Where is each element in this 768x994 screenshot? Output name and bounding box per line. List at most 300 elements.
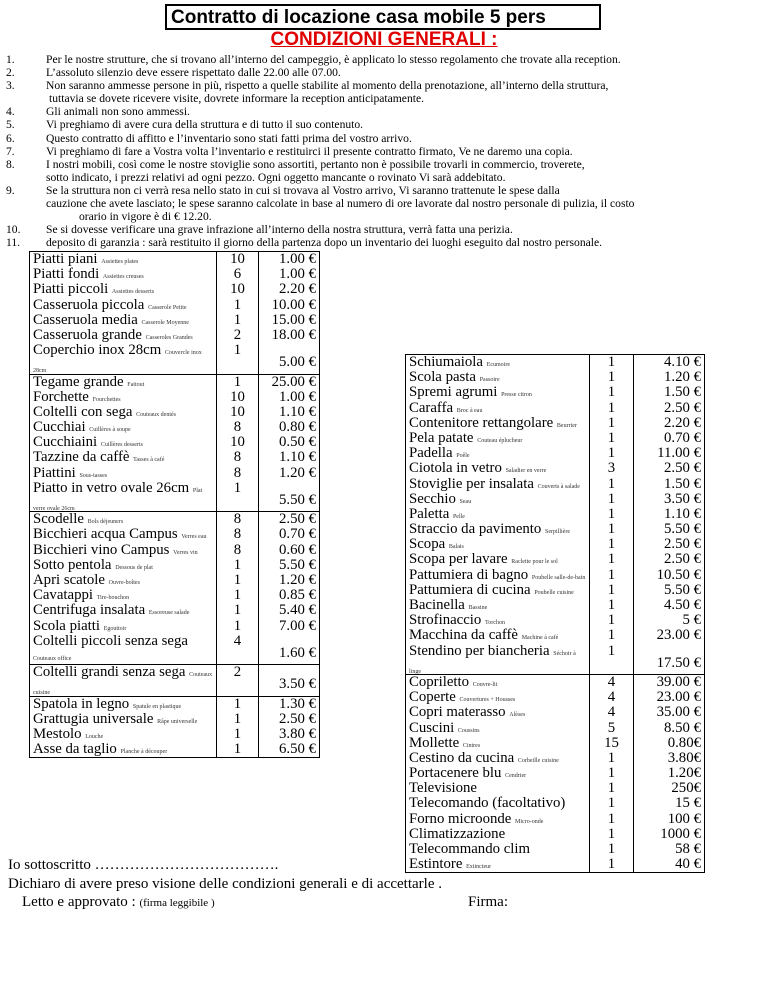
item-price-cell <box>259 512 320 665</box>
item-price: 5.00 € <box>279 354 316 371</box>
item-french-label: Ecumoire <box>486 362 511 368</box>
item-label: Coperchio inox 28cm <box>33 343 162 359</box>
item-french-label: Ouvre-boîtes <box>108 579 140 586</box>
item-name <box>409 568 586 583</box>
item-name-cell <box>406 355 590 675</box>
item-french-label: Assiettes desserts <box>111 289 155 296</box>
condition-text: Se la struttura non ci verrà resa nello stato in cui si trovava al Vostro arrivo, Vi saranno trattenute le spese dalla <box>46 183 560 197</box>
item-quantity: 1 <box>607 506 616 522</box>
item-french-label: Pelle <box>452 513 465 520</box>
item-name <box>409 812 586 827</box>
item-quantity: 1 <box>233 742 242 758</box>
item-label: Straccio da pavimento <box>409 522 542 538</box>
item-quantity: 5 <box>607 720 616 736</box>
item-french-label: Serpillière <box>545 529 571 536</box>
approval-label: Letto e approvato : <box>22 894 136 910</box>
item-label: Sotto pentola <box>33 557 112 573</box>
item-price: 1.00 € <box>279 252 316 267</box>
item-french-label: Casseroles Grandes <box>145 334 193 341</box>
conditions-list <box>6 53 756 249</box>
item-french-label: Verres vin <box>173 549 198 556</box>
item-label: Mestolo <box>33 726 82 742</box>
item-label: Macchina da caffè <box>409 628 518 644</box>
item-french-label: Cendrier <box>505 773 527 780</box>
item-label: Pattumiera di cucina <box>409 582 531 598</box>
item-price: 0.60 € <box>279 542 316 558</box>
item-price: 1000 € <box>660 826 701 842</box>
item-quantity: 1 <box>233 343 242 359</box>
condition-number: 9. <box>6 183 15 197</box>
item-quantity: 1 <box>607 567 616 583</box>
item-price: 5.40 € <box>279 603 316 619</box>
condition-text: Vi preghiamo di fare a Vostra volta l’inventario e restituirci il presente contratto firmato, Ve ne daremo una copia. <box>46 144 573 158</box>
item-price: 23.00 € <box>656 690 701 706</box>
item-price: 2.50 € <box>664 552 701 568</box>
condition-text: tuttavia se dovete ricevere visite, dovrete informare la reception anticipatamente. <box>49 92 425 106</box>
item-french-label: Couteaux office <box>33 655 72 662</box>
item-label: Telecommando clim <box>409 842 530 858</box>
item-french-label: Cintres <box>462 742 481 749</box>
item-quantity: 6 <box>233 267 242 283</box>
item-french-label: Seau <box>459 498 472 505</box>
condition-number: 6. <box>6 131 15 145</box>
item-quantity: 1 <box>607 811 616 827</box>
item-name <box>409 446 586 461</box>
item-french-label: Assiettes creuses <box>102 274 144 281</box>
item-name <box>409 492 586 507</box>
item-quantity: 1 <box>233 374 242 390</box>
item-french-label: Balais <box>448 544 464 551</box>
item-label: Televisione <box>409 781 477 797</box>
item-price: 5.50 € <box>279 491 316 508</box>
item-name <box>33 375 213 390</box>
condition-line <box>6 79 756 92</box>
item-label: Casseruola grande <box>33 327 142 343</box>
item-price: 6.50 € <box>279 742 316 758</box>
item-label: Asse da taglio <box>33 742 117 758</box>
item-price: 10.50 € <box>656 567 701 583</box>
item-label: Contenitore rettangolare <box>409 415 554 431</box>
item-label: Bicchieri vino Campus <box>33 542 170 558</box>
item-quantity: 4 <box>607 705 616 721</box>
condition-text: Questo contratto di affitto e l’inventario sono stati fatti prima del vostro arrivo. <box>46 131 412 145</box>
item-quantity: 1 <box>607 857 616 873</box>
item-french-label: Egouttoir <box>103 625 127 632</box>
item-french-label: Machine à café <box>521 635 559 642</box>
item-name <box>33 573 213 588</box>
condition-text: Gli animali non sono ammessi. <box>46 105 190 119</box>
item-name <box>33 298 213 313</box>
item-quantity: 8 <box>233 527 242 543</box>
item-label: Piatti piccoli <box>33 282 109 298</box>
item-label: Piatti fondi <box>33 267 100 283</box>
item-name <box>409 461 586 476</box>
item-french-label: Dessous de plat <box>115 564 153 571</box>
item-french-label: Sous-tasses <box>79 472 108 479</box>
item-quantity: 1 <box>607 415 616 431</box>
item-name <box>33 481 213 511</box>
condition-text: orario in vigore è di € 12.20. <box>79 210 212 224</box>
item-label: Casseruola media <box>33 312 138 328</box>
item-quantity: 10 <box>230 404 245 420</box>
item-qty-cell <box>217 252 259 375</box>
item-quantity: 8 <box>233 420 242 436</box>
condition-text: Non saranno ammesse persone in più, rispetto a quelle stabilite al momento della prenotazione, all’interno della struttura, <box>46 79 609 93</box>
item-price: 2.50 € <box>664 400 701 416</box>
item-name <box>409 796 586 811</box>
item-price: 17.50 € <box>656 654 701 671</box>
item-name <box>409 370 586 385</box>
item-price-cell <box>259 252 320 375</box>
item-price: 1.20 € <box>664 370 701 386</box>
item-quantity: 1 <box>607 537 616 553</box>
condition-line <box>6 197 756 210</box>
item-quantity: 1 <box>607 400 616 416</box>
item-quantity: 15 <box>604 735 619 751</box>
item-quantity: 1 <box>233 588 242 604</box>
item-qty-cell <box>590 355 634 675</box>
item-french-label: Essoreuse salade <box>148 610 190 617</box>
condition-line <box>6 53 756 66</box>
item-qty-cell <box>217 374 259 512</box>
item-french-label: Alèses <box>509 712 526 719</box>
inventory-table-left <box>29 251 320 758</box>
item-price: 2.50 € <box>664 537 701 553</box>
item-price-cell <box>634 674 705 872</box>
item-price: 2.50 € <box>279 512 316 528</box>
item-price: 2.50 € <box>279 711 316 727</box>
item-french-label: Bols déjeuners <box>87 519 124 526</box>
item-label: Scopa per lavare <box>409 552 508 568</box>
item-label: Spremi agrumi <box>409 385 498 401</box>
item-quantity: 1 <box>607 522 616 538</box>
item-price: 1.10 € <box>279 450 316 466</box>
item-price: 40 € <box>675 857 701 873</box>
item-price: 2.20 € <box>664 415 701 431</box>
item-name <box>33 343 213 373</box>
item-name <box>33 712 213 727</box>
item-label: Forno microonde <box>409 811 512 827</box>
item-label: Copriletto <box>409 674 470 690</box>
item-french-label: Fourchettes <box>92 396 121 403</box>
condition-number: 7. <box>6 144 15 158</box>
item-quantity: 10 <box>230 389 245 405</box>
item-quantity: 1 <box>607 385 616 401</box>
item-french-label: Couverts à salade <box>537 483 580 490</box>
condition-number <box>6 92 46 105</box>
item-french-label: Couvre-lit <box>472 681 498 688</box>
item-price: 58 € <box>675 842 701 858</box>
item-price: 3.50 € <box>279 676 316 693</box>
item-quantity: 1 <box>233 557 242 573</box>
item-price: 5 € <box>682 613 701 629</box>
item-french-label: Presse citron <box>501 392 532 399</box>
item-french-label: Tire-bouchon <box>96 595 130 602</box>
item-price: 11.00 € <box>657 446 701 462</box>
item-french-label: Saladier en verre <box>505 468 547 475</box>
item-label: Coltelli piccoli senza sega <box>33 633 188 649</box>
item-quantity: 4 <box>607 690 616 706</box>
item-french-label: Cuillères à soupe <box>89 427 131 434</box>
condition-line <box>6 223 756 236</box>
item-label: Grattugia universale <box>33 711 154 727</box>
item-name <box>33 282 213 297</box>
inventory-table-right <box>405 354 705 873</box>
item-price: 2.50 € <box>664 461 701 477</box>
condition-number: 1. <box>6 53 15 66</box>
item-name <box>33 512 213 527</box>
item-label: Coperte <box>409 690 456 706</box>
item-name <box>409 842 586 857</box>
condition-line <box>6 145 756 158</box>
item-name <box>33 527 213 542</box>
item-price-cell <box>259 374 320 512</box>
item-quantity: 8 <box>233 542 242 558</box>
item-french-label: Corbeille cuisine <box>517 757 559 764</box>
item-name <box>409 552 586 567</box>
item-price: 100 € <box>667 811 701 827</box>
condition-number <box>6 197 46 210</box>
item-name <box>33 697 213 712</box>
item-name <box>33 742 213 757</box>
item-name <box>33 435 213 450</box>
item-name <box>409 355 586 370</box>
item-label: Piatto in vetro ovale 26cm <box>33 480 190 496</box>
item-name <box>409 690 586 705</box>
item-french-label: Tasses à café <box>133 457 165 464</box>
item-french-label: Couteau éplucheur <box>477 437 523 444</box>
item-french-label: Couvercle inox 28cm <box>33 350 202 374</box>
item-price: 1.20 € <box>279 465 316 481</box>
item-quantity: 10 <box>230 282 245 298</box>
condition-line <box>6 158 756 171</box>
item-price: 1.30 € <box>279 696 316 712</box>
item-french-label: Extincteur <box>466 864 492 871</box>
item-label: Schiumaiola <box>409 355 483 370</box>
item-quantity: 1 <box>607 826 616 842</box>
condition-line <box>6 236 756 249</box>
item-french-label: Louche <box>85 733 104 740</box>
item-name <box>409 827 586 842</box>
item-quantity: 1 <box>233 711 242 727</box>
item-french-label: Beurrier <box>556 422 577 429</box>
item-price: 0.70 € <box>664 430 701 446</box>
item-quantity: 1 <box>233 618 242 634</box>
item-label: Piatti piani <box>33 252 98 267</box>
item-price-cell <box>259 696 320 758</box>
inventory-group <box>30 512 320 665</box>
item-french-label: Planche à découper <box>120 749 168 756</box>
item-name <box>33 603 213 618</box>
item-price: 1.60 € <box>279 644 316 661</box>
item-name <box>409 781 586 796</box>
item-price: 10.00 € <box>271 297 316 313</box>
item-french-label: Broc à eau <box>456 407 483 414</box>
item-french-label: Casserole Petite <box>148 304 187 311</box>
item-label: Paletta <box>409 506 450 522</box>
item-price: 3.50 € <box>664 491 701 507</box>
inventory-group <box>30 252 320 375</box>
condition-number: 4. <box>6 105 15 119</box>
condition-text: Se si dovesse verificare una grave infrazione all’interno della nostra struttura, verrà fatta una perizia. <box>46 223 513 237</box>
item-name <box>409 431 586 446</box>
item-quantity: 8 <box>233 465 242 481</box>
item-quantity: 1 <box>233 297 242 313</box>
condition-line <box>6 66 756 79</box>
item-price: 15 € <box>675 796 701 812</box>
item-label: Scodelle <box>33 512 84 528</box>
item-label: Climatizzazione <box>409 826 506 842</box>
item-price: 4.10 € <box>664 355 701 370</box>
item-label: Forchette <box>33 389 89 405</box>
item-price: 7.00 € <box>279 618 316 634</box>
item-label: Secchio <box>409 491 456 507</box>
item-name <box>409 416 586 431</box>
item-label: Bacinella <box>409 598 465 613</box>
item-quantity: 10 <box>230 252 245 267</box>
item-label: Stoviglie per insalata <box>409 476 534 492</box>
inventory-group <box>30 374 320 512</box>
condition-number <box>6 171 46 184</box>
item-french-label: Couteaux dentés <box>136 411 176 418</box>
item-quantity: 1 <box>607 750 616 766</box>
item-name <box>33 252 213 267</box>
item-price: 1.20€ <box>667 766 701 782</box>
item-name <box>409 628 586 643</box>
item-quantity: 3 <box>607 461 616 477</box>
item-name-cell <box>30 696 217 758</box>
item-label: Tegame grande <box>33 374 124 390</box>
item-price: 3.80 € <box>279 726 316 742</box>
condition-text: deposito di garanzia : sarà restituito il giorno della partenza dopo un inventario dei luoghi eseguito dal nostro personale. <box>46 236 603 250</box>
item-name <box>409 705 586 720</box>
item-name <box>33 634 213 664</box>
item-quantity: 1 <box>607 552 616 568</box>
condition-number: 11. <box>6 236 21 250</box>
item-price: 35.00 € <box>656 705 701 721</box>
item-name <box>409 598 586 613</box>
item-quantity: 2 <box>233 327 242 343</box>
item-french-label: Casserole Moyenne <box>141 319 189 326</box>
item-quantity: 1 <box>607 370 616 386</box>
item-french-label: Poêle <box>456 453 470 460</box>
item-french-label: Séchoir à linge <box>409 650 576 674</box>
item-qty-cell <box>590 674 634 872</box>
item-label: Telecomando (facoltativo) <box>409 796 566 812</box>
item-name <box>409 385 586 400</box>
condition-line <box>6 105 756 118</box>
condition-line <box>6 171 756 184</box>
item-name-cell <box>30 374 217 512</box>
item-price: 23.00 € <box>656 628 701 644</box>
item-name <box>409 522 586 537</box>
item-price: 0.70 € <box>279 527 316 543</box>
item-price: 5.50 € <box>664 522 701 538</box>
item-french-label: Poubelle salle-de-bain <box>531 574 586 581</box>
item-name <box>33 420 213 435</box>
condition-line <box>6 184 756 197</box>
item-label: Cuscini <box>409 720 455 736</box>
item-quantity: 2 <box>233 665 242 681</box>
item-french-label: Verres eau <box>181 534 207 541</box>
item-quantity: 1 <box>607 628 616 644</box>
item-name <box>409 537 586 552</box>
item-price: 39.00 € <box>656 674 701 690</box>
inventory-group <box>30 665 320 696</box>
item-label: Pela patate <box>409 430 474 446</box>
item-quantity: 1 <box>607 598 616 613</box>
condition-number: 8. <box>6 157 15 171</box>
condition-line <box>6 92 756 105</box>
condition-text: I nostri mobili, così come le nostre stoviglie sono assortiti, pertanto non è possibile trovarli in commercio, troverete, <box>46 157 585 171</box>
declaration-text: Dichiaro di avere preso visione delle condizioni generali e di accettarle . <box>8 876 442 892</box>
condition-number <box>6 210 46 223</box>
item-french-label: Micro-onde <box>515 818 544 825</box>
item-name <box>409 751 586 766</box>
condition-text: sotto indicato, i prezzi relativi ad ogni pezzo. Ogni oggetto mancante o rovinato Vi sarà addebitato. <box>46 170 506 184</box>
conditions-heading: CONDIZIONI GENERALI : <box>270 29 498 50</box>
item-quantity: 8 <box>233 450 242 466</box>
document-title: Contratto di locazione casa mobile 5 pers <box>165 4 601 30</box>
item-french-label: Raclette pour le sol <box>511 559 558 566</box>
item-name <box>33 466 213 481</box>
item-label: Tazzine da caffè <box>33 450 130 466</box>
item-label: Scopa <box>409 537 446 553</box>
item-label: Cavatappi <box>33 588 93 604</box>
item-price: 15.00 € <box>271 312 316 328</box>
item-label: Coltelli con sega <box>33 404 133 420</box>
condition-text: Per le nostre strutture, che si trovano all’interno del campeggio, è applicato lo stesso regolamento che trovate alla reception. <box>46 53 621 66</box>
item-price: 1.00 € <box>279 389 316 405</box>
item-price: 18.00 € <box>271 327 316 343</box>
item-label: Mollette <box>409 735 460 751</box>
item-quantity: 1 <box>607 446 616 462</box>
item-french-label: Coussins <box>457 727 480 734</box>
item-label: Spatola in legno <box>33 696 130 712</box>
item-name <box>33 450 213 465</box>
condition-text: cauzione che avete lasciato; le spese saranno calcolate in base al numero di ore lavorate dal nostro personale di pulizia, il costo <box>46 197 635 211</box>
legible-signature-note: (firma leggibile ) <box>139 897 215 909</box>
item-price: 1.10 € <box>279 404 316 420</box>
item-name <box>33 267 213 282</box>
item-french-label: Passoire <box>479 377 500 384</box>
item-french-label: Spatule en plastique <box>132 703 182 710</box>
item-french-label: Faitout <box>127 381 145 388</box>
item-qty-cell <box>217 696 259 758</box>
item-label: Apri scatole <box>33 572 105 588</box>
item-french-label: Torchon <box>485 620 505 627</box>
item-quantity: 4 <box>607 674 616 690</box>
item-french-label: Bassine <box>468 605 488 611</box>
item-label: Bicchieri acqua Campus <box>33 527 178 543</box>
item-name <box>409 766 586 781</box>
item-quantity: 1 <box>233 480 242 496</box>
item-name <box>409 736 586 751</box>
condition-number: 3. <box>6 79 15 93</box>
item-name <box>409 675 586 690</box>
item-price: 250€ <box>671 781 701 797</box>
item-label: Strofinaccio <box>409 613 482 629</box>
inventory-group <box>30 696 320 758</box>
item-quantity: 1 <box>607 355 616 370</box>
item-quantity: 1 <box>607 781 616 797</box>
item-name <box>33 665 213 695</box>
item-quantity: 1 <box>233 726 242 742</box>
item-french-label: Râpe universelle <box>157 718 198 725</box>
item-label: Casseruola piccola <box>33 297 145 313</box>
item-quantity: 1 <box>233 603 242 619</box>
item-quantity: 1 <box>233 696 242 712</box>
